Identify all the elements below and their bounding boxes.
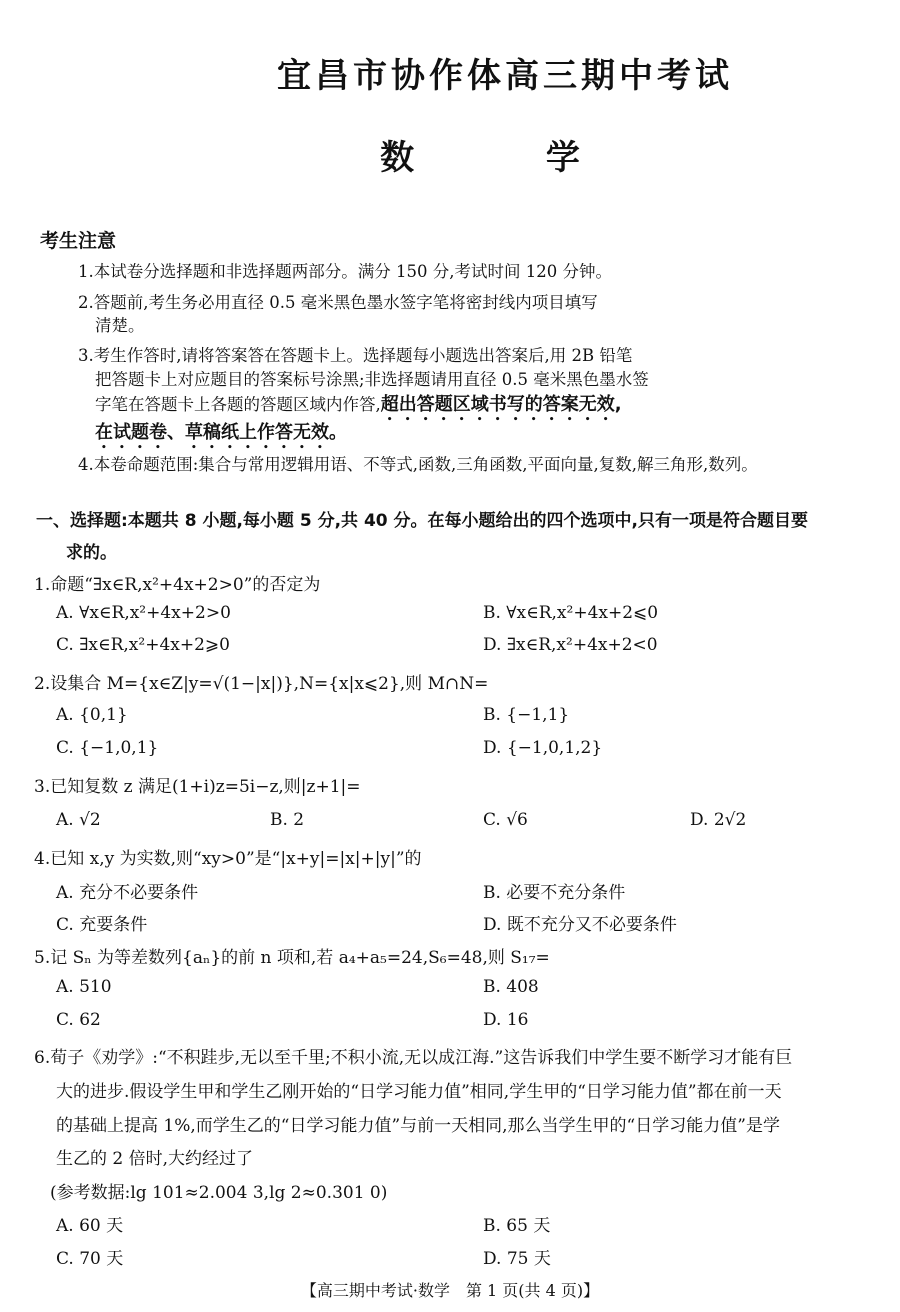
question-6-reference-data: (参考数据:lg 101≈2.004 3,lg 2≈0.301 0) [50,1183,388,1203]
notice-item-3-emphasis: 超出答题区域书写的答案无效, [380,394,622,415]
question-4-option-d: D. 既不充分又不必要条件 [483,915,677,935]
notice-item-3-line-4: 在试题卷、草稿纸上作答无效。 [95,422,347,443]
question-6-option-c: C. 70 天 [56,1249,124,1269]
question-5-option-a: A. 510 [56,977,112,997]
notice-item-3-line-2: 把答题卡上对应题目的答案标号涂黑;非选择题请用直径 0.5 毫米黑色墨水签 [95,370,649,389]
question-3-option-c: C. √6 [483,810,528,830]
question-5-option-c: C. 62 [56,1010,101,1030]
question-6-line-2: 大的进步.假设学生甲和学生乙刚开始的“日学习能力值”相同,学生甲的“日学习能力值”都在前一天 [56,1082,782,1102]
notice-item-4: 4.本卷命题范围:集合与常用逻辑用语、不等式,函数,三角函数,平面向量,复数,解三角形,数列。 [78,455,758,474]
notice-item-3-line-1: 3.考生作答时,请将答案答在答题卡上。选择题每小题选出答案后,用 2B 铅笔 [78,346,633,365]
section-1-heading-cont: 求的。 [66,543,117,563]
notice-item-2-line-1: 2.答题前,考生务必用直径 0.5 毫米黑色墨水签字笔将密封线内项目填写 [78,293,598,312]
question-6-option-a: A. 60 天 [56,1216,124,1236]
question-2-option-c: C. {−1,0,1} [56,738,159,758]
notice-item-2-line-2: 清楚。 [95,316,145,335]
notice-item-1: 1.本试卷分选择题和非选择题两部分。满分 150 分,考试时间 120 分钟。 [78,262,612,281]
exam-title: 宜昌市协作体高三期中考试 [277,56,733,96]
question-6-line-1: 6.荀子《劝学》:“不积跬步,无以至千里;不积小流,无以成江海.”这告诉我们中学生要不断学习才能有巨 [34,1048,793,1068]
question-6-option-b: B. 65 天 [483,1216,551,1236]
notice-heading: 考生注意 [40,230,117,252]
question-3-option-d: D. 2√2 [690,810,747,830]
question-4-stem: 4.已知 x,y 为实数,则“xy>0”是“|x+y|=|x|+|y|”的 [34,849,422,869]
notice-item-3-plain: 字笔在答题卡上各题的答题区域内作答, [95,395,381,414]
question-4-option-a: A. 充分不必要条件 [56,883,199,903]
question-1-option-b: B. ∀x∈R,x²+4x+2⩽0 [483,603,659,623]
question-3-stem: 3.已知复数 z 满足(1+i)z=5i−z,则|z+1|= [34,777,361,797]
question-1-option-d: D. ∃x∈R,x²+4x+2<0 [483,635,658,655]
subject-title: 数 学 [380,138,640,178]
question-2-option-b: B. {−1,1} [483,705,570,725]
question-1-option-c: C. ∃x∈R,x²+4x+2⩾0 [56,635,230,655]
page-footer: 【高三期中考试·数学 第 1 页(共 4 页)】 [300,1281,600,1300]
section-1-heading: 一、选择题:本题共 8 小题,每小题 5 分,共 40 分。在每小题给出的四个选项中,只有一项是符合题目要 [36,511,808,531]
question-5-option-b: B. 408 [483,977,539,997]
question-2-option-d: D. {−1,0,1,2} [483,738,603,758]
question-4-option-c: C. 充要条件 [56,915,148,935]
question-1-stem: 1.命题“∃x∈R,x²+4x+2>0”的否定为 [34,575,321,595]
question-3-option-b: B. 2 [270,810,305,830]
question-1-option-a: A. ∀x∈R,x²+4x+2>0 [56,603,231,623]
question-5-option-d: D. 16 [483,1010,529,1030]
question-6-line-4: 生乙的 2 倍时,大约经过了 [56,1149,254,1169]
question-6-option-d: D. 75 天 [483,1249,551,1269]
question-2-option-a: A. {0,1} [56,705,128,725]
question-4-option-b: B. 必要不充分条件 [483,883,626,903]
question-2-stem: 2.设集合 M={x∈Z|y=√(1−|x|)},N={x|x⩽2},则 M∩N= [34,674,489,694]
question-3-option-a: A. √2 [56,810,101,830]
question-6-line-3: 的基础上提高 1%,而学生乙的“日学习能力值”与前一天相同,那么当学生甲的“日学习能力值”是学 [56,1116,780,1136]
question-5-stem: 5.记 Sₙ 为等差数列{aₙ}的前 n 项和,若 a₄+a₅=24,S₆=48,则 S₁₇= [34,948,550,968]
